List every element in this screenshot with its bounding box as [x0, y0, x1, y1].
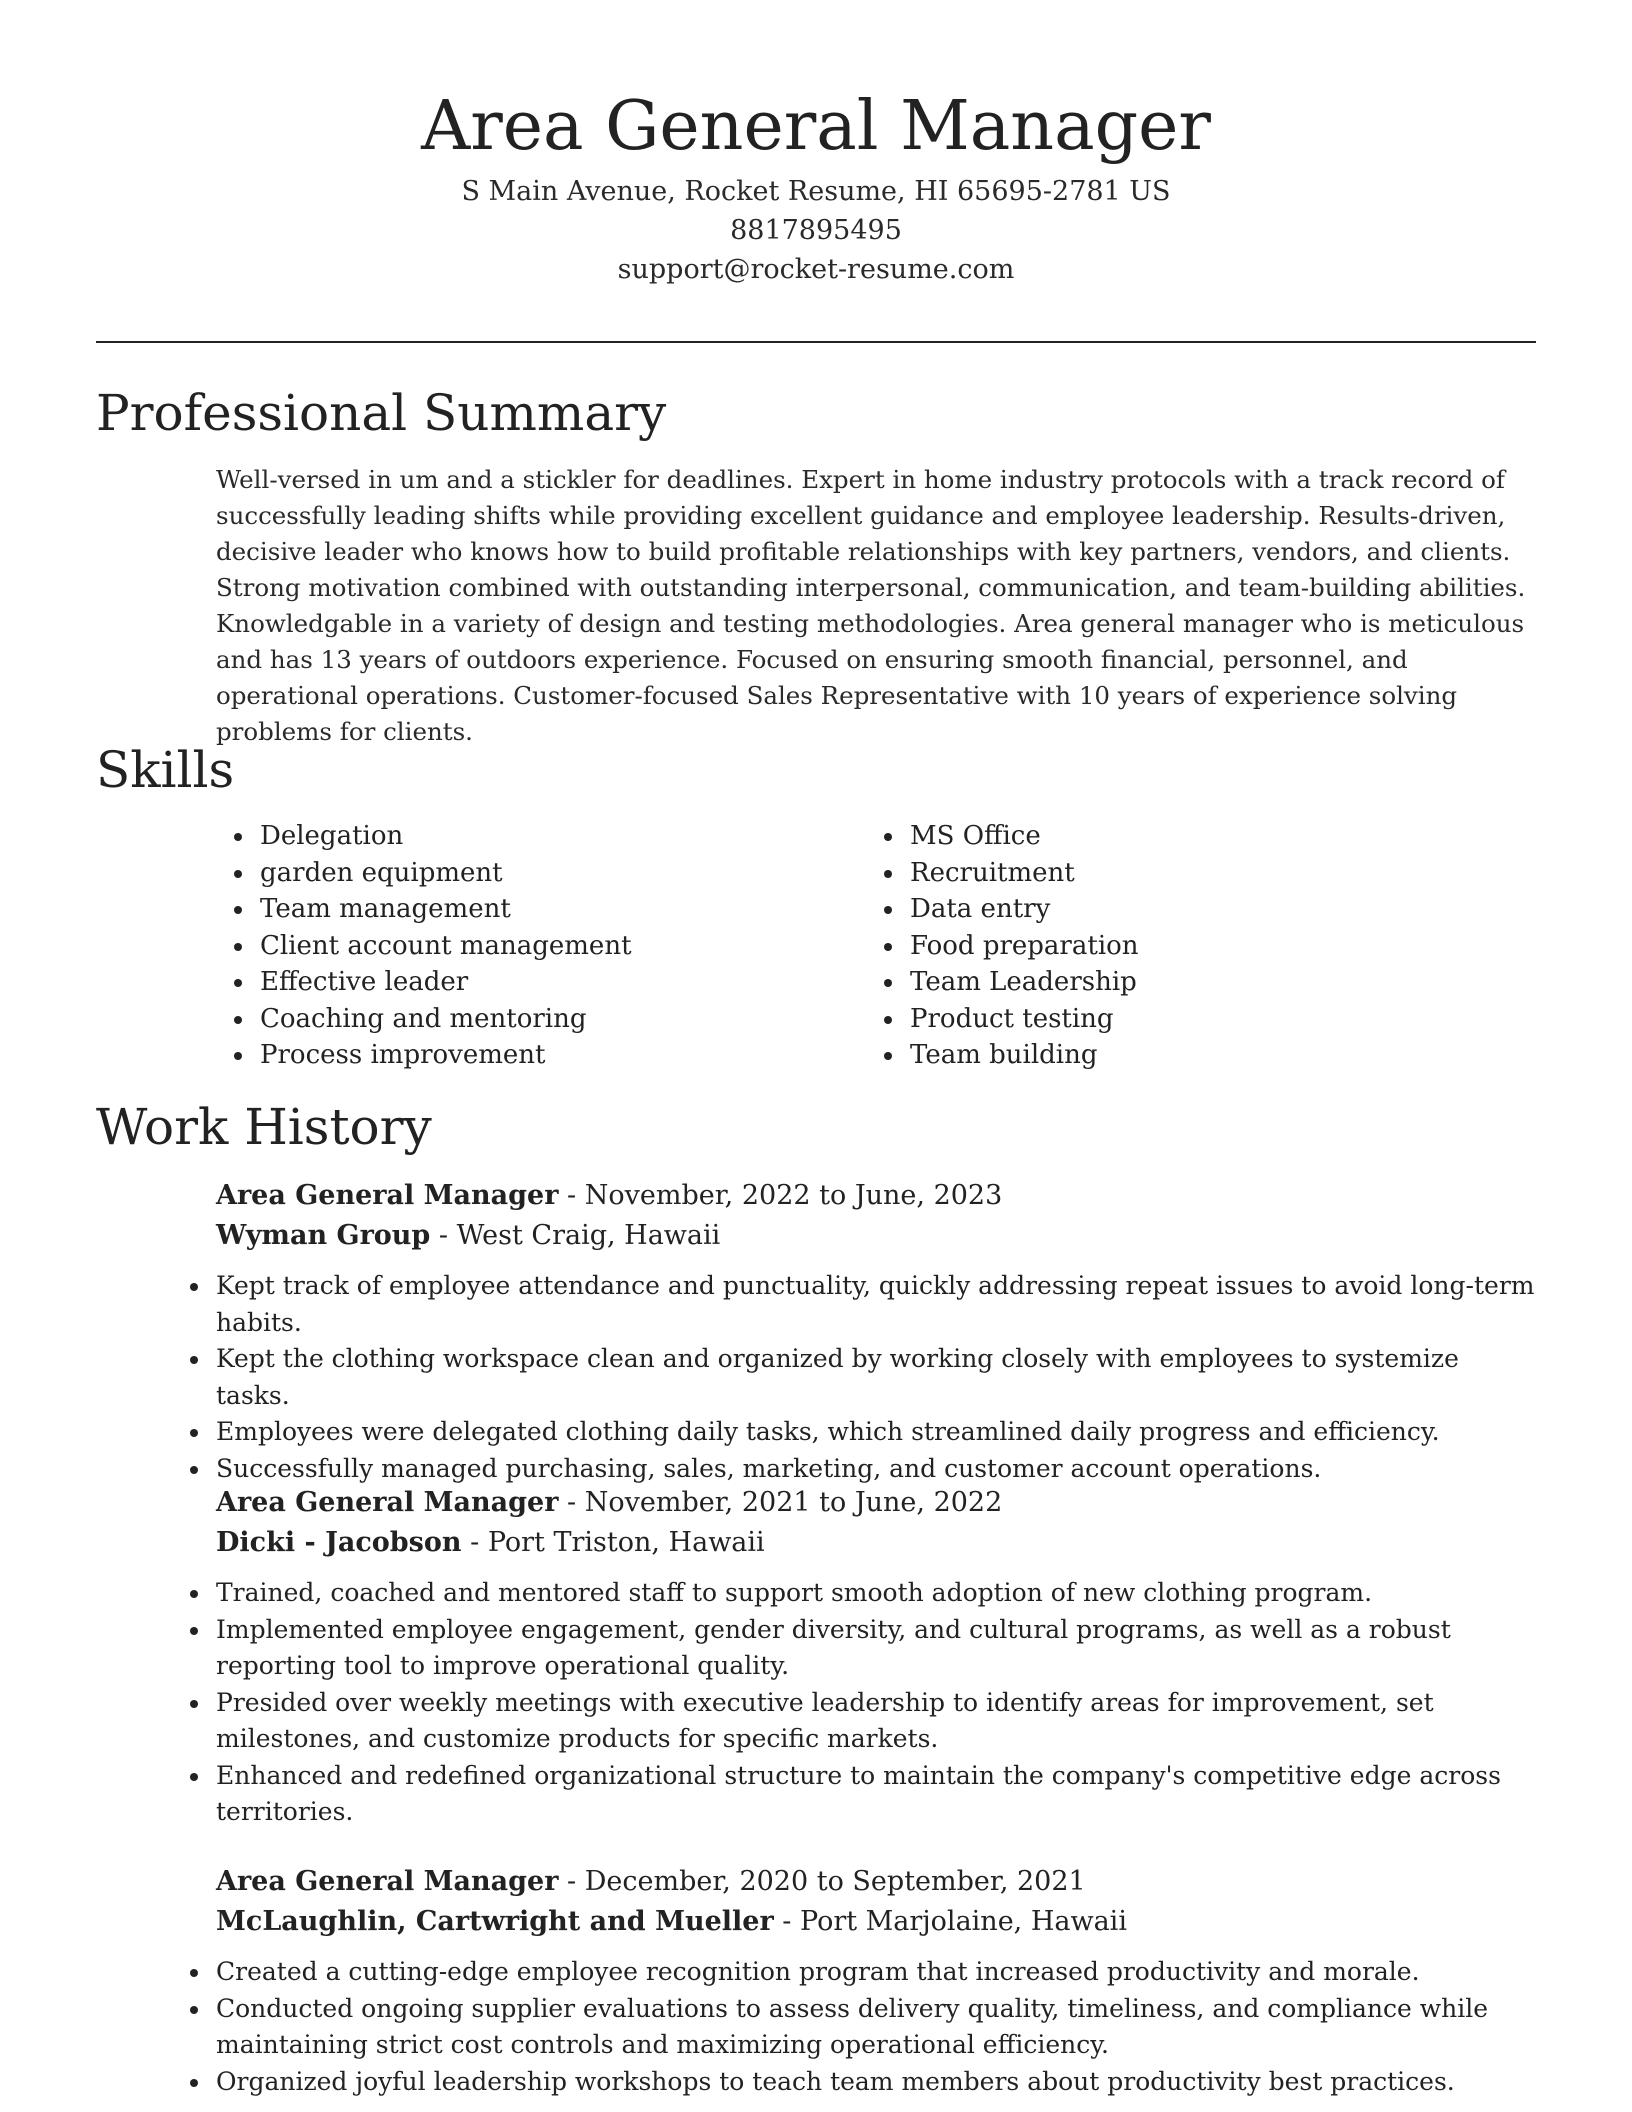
duty-item: Kept the clothing workspace clean and organized by working closely with employees to systemize tasks.: [172, 1341, 1540, 1414]
job-location: - Port Marjolaine, Hawaii: [773, 1906, 1127, 1937]
job-title-line: [216, 1483, 1540, 1523]
duty-item: Kept track of employee attendance and punctuality, quickly addressing repeat issues to avoid long-term habits.: [172, 1268, 1540, 1341]
address: S Main Avenue, Rocket Resume, HI 65695-2781 US: [461, 176, 1171, 207]
job-title: Area General Manager: [216, 1866, 559, 1897]
duty-item: Employees were delegated clothing daily tasks, which streamlined daily progress and efficiency.: [172, 1414, 1540, 1451]
skill-item: Coaching and mentoring: [216, 1001, 836, 1038]
skill-item: Process improvement: [216, 1037, 836, 1074]
company-name: Dicki - Jacobson: [216, 1527, 462, 1558]
phone-number: 8817895495: [730, 215, 902, 246]
duty-list: [172, 1268, 1540, 1487]
skill-item: Team building: [866, 1037, 1486, 1074]
work-history-heading: Work History: [96, 1098, 432, 1156]
job-company-line: [216, 1902, 1540, 1942]
job-title-line: [216, 1176, 1540, 1216]
job-dates: - November, 2021 to June, 2022: [558, 1487, 1003, 1518]
resume-header: [0, 0, 1632, 289]
email-address: support@rocket-resume.com: [617, 254, 1015, 285]
job-dates: - November, 2022 to June, 2023: [558, 1180, 1003, 1211]
skill-item: Food preparation: [866, 928, 1486, 965]
job-company-line: [216, 1523, 1540, 1563]
skill-item: Client account management: [216, 928, 836, 965]
summary-text: Well-versed in um and a stickler for deadlines. Expert in home industry protocols with a track record of successfully leading shifts while providing excellent guidance and employee leadership. Results-driven, decisive leader who knows how to build profitable relationships with key partners, vendors, and clients. Strong motivation combined with outstanding interpersonal, communication, and team-building abilities. Knowledgable in a variety of design and testing methodologies. Area general manager who is meticulous and has 13 years of outdoors experience. Focused on ensuring smooth financial, personnel, and operational operations. Customer-focused Sales Representative with 10 years of experience solving problems for clients.: [216, 465, 1526, 746]
skill-item: Delegation: [216, 818, 836, 855]
skill-item: Data entry: [866, 891, 1486, 928]
job-location: - Port Triston, Hawaii: [461, 1527, 765, 1558]
skill-item: Product testing: [866, 1001, 1486, 1038]
duty-list: [172, 1575, 1540, 1831]
header-divider: [96, 341, 1536, 343]
skills-list-right: [866, 818, 1486, 1074]
skill-item: Effective leader: [216, 964, 836, 1001]
duty-item: Trained, coached and mentored staff to support smooth adoption of new clothing program.: [172, 1575, 1540, 1612]
job-dates: - December, 2020 to September, 2021: [558, 1866, 1086, 1897]
skill-item: MS Office: [866, 818, 1486, 855]
duty-list: [172, 1954, 1540, 2100]
skill-item: garden equipment: [216, 855, 836, 892]
job-title-line: [216, 1862, 1540, 1902]
duty-item: Conducted ongoing supplier evaluations to assess delivery quality, timeliness, and compliance while maintaining strict cost controls and maximizing operational efficiency.: [172, 1991, 1540, 2064]
skills-list-left: [216, 818, 836, 1074]
duty-item: Organized joyful leadership workshops to teach team members about productivity best practices.: [172, 2064, 1540, 2101]
summary-heading: Professional Summary: [96, 384, 667, 442]
skills-heading: Skills: [96, 741, 235, 799]
company-name: McLaughlin, Cartwright and Mueller: [216, 1906, 774, 1937]
duty-item: Enhanced and redefined organizational structure to maintain the company's competitive edge across territories.: [172, 1758, 1540, 1831]
duty-item: Created a cutting-edge employee recognition program that increased productivity and morale.: [172, 1954, 1540, 1991]
duty-item: Presided over weekly meetings with executive leadership to identify areas for improvement, set milestones, and customize products for specific markets.: [172, 1685, 1540, 1758]
candidate-name: Area General Manager: [421, 87, 1211, 166]
job-title: Area General Manager: [216, 1180, 559, 1211]
skill-item: Team management: [216, 891, 836, 928]
job-location: - West Craig, Hawaii: [430, 1220, 721, 1251]
company-name: Wyman Group: [216, 1220, 431, 1251]
skill-item: Team Leadership: [866, 964, 1486, 1001]
duty-item: Implemented employee engagement, gender diversity, and cultural programs, as well as a robust reporting tool to improve operational quality.: [172, 1612, 1540, 1685]
job-company-line: [216, 1216, 1540, 1256]
job-title: Area General Manager: [216, 1487, 559, 1518]
duty-item: Successfully managed purchasing, sales, marketing, and customer account operations.: [172, 1451, 1540, 1488]
job-entry: [216, 1176, 1540, 1487]
skill-item: Recruitment: [866, 855, 1486, 892]
job-entry: [216, 1862, 1540, 2100]
job-entry: [216, 1483, 1540, 1831]
